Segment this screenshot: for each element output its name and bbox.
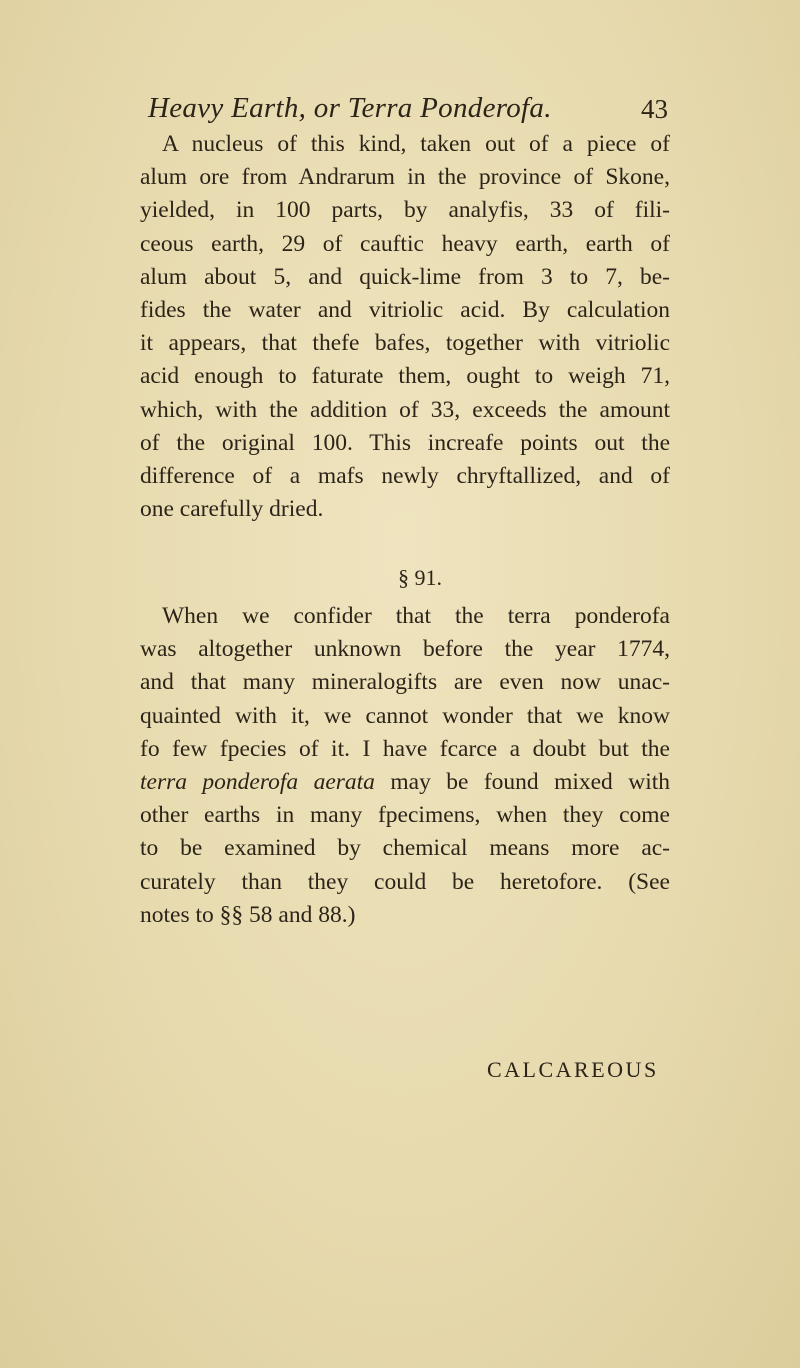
text-line: yielded, in 100 parts, by analyfis, 33 of fili- xyxy=(140,197,670,224)
text-line: When we confider that the terra ponderofa xyxy=(162,603,670,629)
text-line: of the original 100. This increafe points out the xyxy=(140,429,670,456)
page-number: 43 xyxy=(641,94,668,124)
text-line: notes to §§ 58 and 88.) xyxy=(140,901,356,928)
text-line: alum ore from Andrarum in the province of Skone, xyxy=(140,164,670,191)
text-line: quainted with it, we cannot wonder that we know xyxy=(140,702,670,729)
text-line: one carefully dried. xyxy=(140,496,324,523)
text-line: curately than they could be heretofore. (See xyxy=(140,868,670,895)
section-heading: § 91. xyxy=(398,565,442,590)
text-line: difference of a mafs newly chryftallized, and of xyxy=(140,463,670,490)
running-title: Heavy Earth, or Terra Ponderofa. xyxy=(148,92,552,124)
text-fragment: may be found mixed with xyxy=(374,769,671,796)
text-line: was altogether unknown before the year 1774, xyxy=(140,636,670,663)
text-line: to be examined by chemical means more ac- xyxy=(140,835,670,862)
text-line-mixed xyxy=(140,766,670,799)
catchword: CALCAREOUS xyxy=(487,1057,659,1082)
paragraph-1 xyxy=(140,128,670,526)
text-line: it appears, that thefe bafes, together with vitriolic xyxy=(140,330,670,357)
page-header xyxy=(148,92,668,132)
text-line: which, with the addition of 33, exceeds the amount xyxy=(140,396,670,423)
text-line: and that many mineralogifts are even now unac- xyxy=(140,669,670,696)
text-line: alum about 5, and quick-lime from 3 to 7, be- xyxy=(140,263,670,290)
italic-latin-term: terra ponderofa aerata xyxy=(140,769,375,796)
paragraph-2 xyxy=(140,600,670,932)
text-line: acid enough to faturate them, ought to weigh 71, xyxy=(140,363,670,390)
text-line: other earths in many fpecimens, when they come xyxy=(140,802,670,829)
text-line: ceous earth, 29 of cauftic heavy earth, earth of xyxy=(140,230,670,257)
text-line: fo few fpecies of it. I have fcarce a doubt but the xyxy=(140,735,670,762)
text-line: fides the water and vitriolic acid. By calculation xyxy=(140,297,670,324)
text-line: A nucleus of this kind, taken out of a piece of xyxy=(162,131,670,157)
